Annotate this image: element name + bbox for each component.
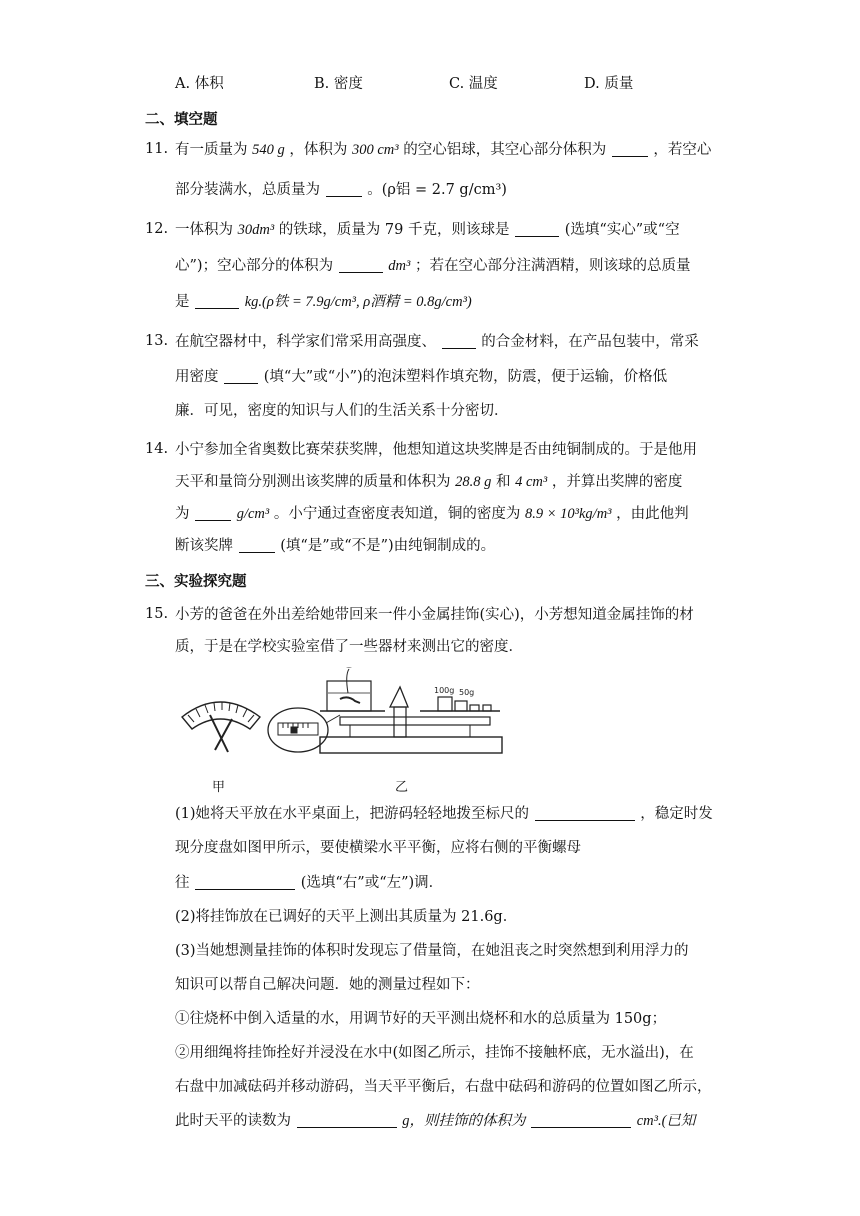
q13-blank-1[interactable] <box>442 334 476 349</box>
figure-label-jia: 甲 <box>212 780 226 795</box>
q14-copper-density: 8.9 × 10³kg/m³ <box>524 506 612 522</box>
q12-line-1 <box>175 220 680 240</box>
q13-text-d: (填“大”或“小”)的泡沫塑料作填充物，防震，便于运输，价格低 <box>263 369 668 385</box>
q11-text-a: 有一质量为 <box>175 142 248 158</box>
q14-line-1: 小宁参加全省奥数比赛荣获奖牌，他想知道这块奖牌是否由纯铜制成的。于是他用 <box>175 442 697 458</box>
q15-step3-line-1: (3)当她想测量挂饰的体积时发现忘了借量筒，在她沮丧之时突然想到利用浮力的 <box>175 943 689 959</box>
q13-text-a: 在航空器材中，科学家们常采用高强度、 <box>175 334 436 350</box>
q12-text-d: 心”)；空心部分的体积为 <box>175 258 334 274</box>
q11-blank-2[interactable] <box>326 182 362 197</box>
q15-step3-line-3: ①往烧杯中倒入适量的水，用调节好的天平测出烧杯和水的总质量为 150g； <box>175 1011 667 1027</box>
q14-mass: 28.8 g <box>455 474 492 490</box>
q14-line-4 <box>175 536 495 556</box>
option-b[interactable]: B. 密度 <box>314 76 363 92</box>
q15-number: 15. <box>145 606 169 622</box>
q12-densities: kg.(ρ铁 = 7.9g/cm³, ρ酒精 = 0.8g/cm³) <box>244 294 472 310</box>
q15-blank-4[interactable] <box>531 1113 631 1128</box>
q12-text-e: ；若在空心部分注满酒精，则该球的总质量 <box>414 258 691 274</box>
q14-text-h: (填“是”或“不是”)由纯铜制成的。 <box>280 538 496 554</box>
q15-s3-text-g: g，则挂饰的体积为 <box>402 1113 526 1129</box>
q14-text-g: 断该奖牌 <box>175 538 233 554</box>
option-d[interactable]: D. 质量 <box>584 76 634 92</box>
q14-blank-1[interactable] <box>195 506 231 521</box>
q11-blank-1[interactable] <box>612 142 648 157</box>
q15-s3-text-h: cm³.(已知 <box>636 1113 696 1129</box>
q12-text-a: 一体积为 <box>175 222 233 238</box>
weight-label-50g: 50g <box>459 688 475 697</box>
weight-label-100g: 100g <box>434 686 455 695</box>
q13-blank-2[interactable] <box>224 369 258 384</box>
q13-line-2 <box>175 367 667 387</box>
q14-text-c: ，并算出奖牌的密度 <box>551 474 683 490</box>
q15-step1-line-3 <box>175 873 443 893</box>
q15-step2: (2)将挂饰放在已调好的天平上测出其质量为 21.6g． <box>175 909 518 925</box>
q11-mass: 540 g <box>252 142 285 158</box>
q15-s1-text-b: ，稳定时发 <box>640 806 713 822</box>
q13-line-1 <box>175 332 699 352</box>
q11-line-2 <box>175 180 507 200</box>
q15-line-1: 小芳的爸爸在外出差给她带回来一件小金属挂饰(实心)，小芳想知道金属挂饰的材 <box>175 607 694 623</box>
q12-volume: 30dm³ <box>237 222 275 238</box>
q12-blank-1[interactable] <box>515 222 559 237</box>
q15-line-2: 质，于是在学校实验室借了一些器材来测出它的密度． <box>175 639 523 655</box>
q14-unit: g/cm³ <box>236 506 270 522</box>
q12-text-b: 的铁球，质量为 79 千克，则该球是 <box>278 222 510 238</box>
q15-blank-1[interactable] <box>535 806 635 821</box>
q13-line-3: 廉．可见，密度的知识与人们的生活关系十分密切． <box>175 403 509 419</box>
q11-text-b: ，体积为 <box>289 142 348 158</box>
q15-s3-text-f: 此时天平的读数为 <box>175 1113 291 1129</box>
q12-number: 12. <box>145 221 169 237</box>
q13-text-c: 用密度 <box>175 369 219 385</box>
dial-figure <box>182 702 260 752</box>
q11-text-e: 部分装满水，总质量为 <box>175 182 320 198</box>
q12-text-c: (选填“实心”或“空 <box>564 222 680 238</box>
q14-text-a: 天平和量筒分别测出该奖牌的质量和体积为 <box>175 474 451 490</box>
q12-line-2 <box>175 256 690 276</box>
q14-number: 14. <box>145 441 169 457</box>
section-experiment-heading: 三、实验探究题 <box>145 574 247 590</box>
q14-text-d: 为 <box>175 506 190 522</box>
q15-step3-line-5: 右盘中加减砝码并移动游码，当天平平衡后，右盘中砝码和游码的位置如图乙所示， <box>175 1079 712 1095</box>
q11-text-c: 的空心铝球，其空心部分体积为 <box>403 142 607 158</box>
q14-text-e: 。小宁通过查密度表知道，铜的密度为 <box>273 506 521 522</box>
q11-text-d: ，若空心 <box>653 142 712 158</box>
balance-figure-yi <box>320 667 502 753</box>
option-a[interactable]: A. 体积 <box>175 76 224 92</box>
q15-step3-line-2: 知识可以帮自己解决问题．她的测量过程如下： <box>175 977 480 993</box>
q15-step1-line-2: 现分度盘如图甲所示，要使横梁水平平衡，应将右侧的平衡螺母 <box>175 840 581 856</box>
q13-text-b: 的合金材料，在产品包装中，常采 <box>481 334 699 350</box>
q15-step3-line-6 <box>175 1111 695 1131</box>
q12-line-3 <box>175 292 472 312</box>
q14-blank-2[interactable] <box>239 538 275 553</box>
q12-text-f: 是 <box>175 294 190 310</box>
section-fill-heading: 二、填空题 <box>145 112 218 128</box>
q15-s1-text-a: (1)她将天平放在水平桌面上，把游码轻轻地拨至标尺的 <box>175 806 530 822</box>
q12-blank-2[interactable] <box>339 258 383 273</box>
figure-label-yi: 乙 <box>395 780 409 795</box>
q11-number: 11. <box>145 141 169 157</box>
q15-step1-line-1 <box>175 804 713 824</box>
q12-unit: dm³ <box>388 258 411 274</box>
q13-number: 13. <box>145 333 169 349</box>
magnifier-circle <box>268 708 328 752</box>
balance-figure <box>180 667 520 767</box>
q14-line-3 <box>175 504 689 524</box>
q14-text-f: ，由此他判 <box>616 506 689 522</box>
q15-step3-line-4: ②用细绳将挂饰拴好并浸没在水中(如图乙所示，挂饰不接触杯底，无水溢出)，在 <box>175 1045 694 1061</box>
q15-blank-3[interactable] <box>297 1113 397 1128</box>
q14-volume: 4 cm³ <box>515 474 548 490</box>
q11-line-1 <box>175 140 711 160</box>
q15-s1-text-d: 往 <box>175 875 190 891</box>
q14-line-2 <box>175 472 682 492</box>
q15-blank-2[interactable] <box>195 875 295 890</box>
option-c[interactable]: C. 温度 <box>449 76 498 92</box>
q11-volume: 300 cm³ <box>351 142 399 158</box>
q12-blank-3[interactable] <box>195 294 239 309</box>
q15-s1-text-e: (选填“右”或“左”)调． <box>300 875 444 891</box>
q11-text-f: 。(ρ铝 = 2.7 g/cm³) <box>367 182 507 198</box>
q14-text-b: 和 <box>495 474 511 490</box>
